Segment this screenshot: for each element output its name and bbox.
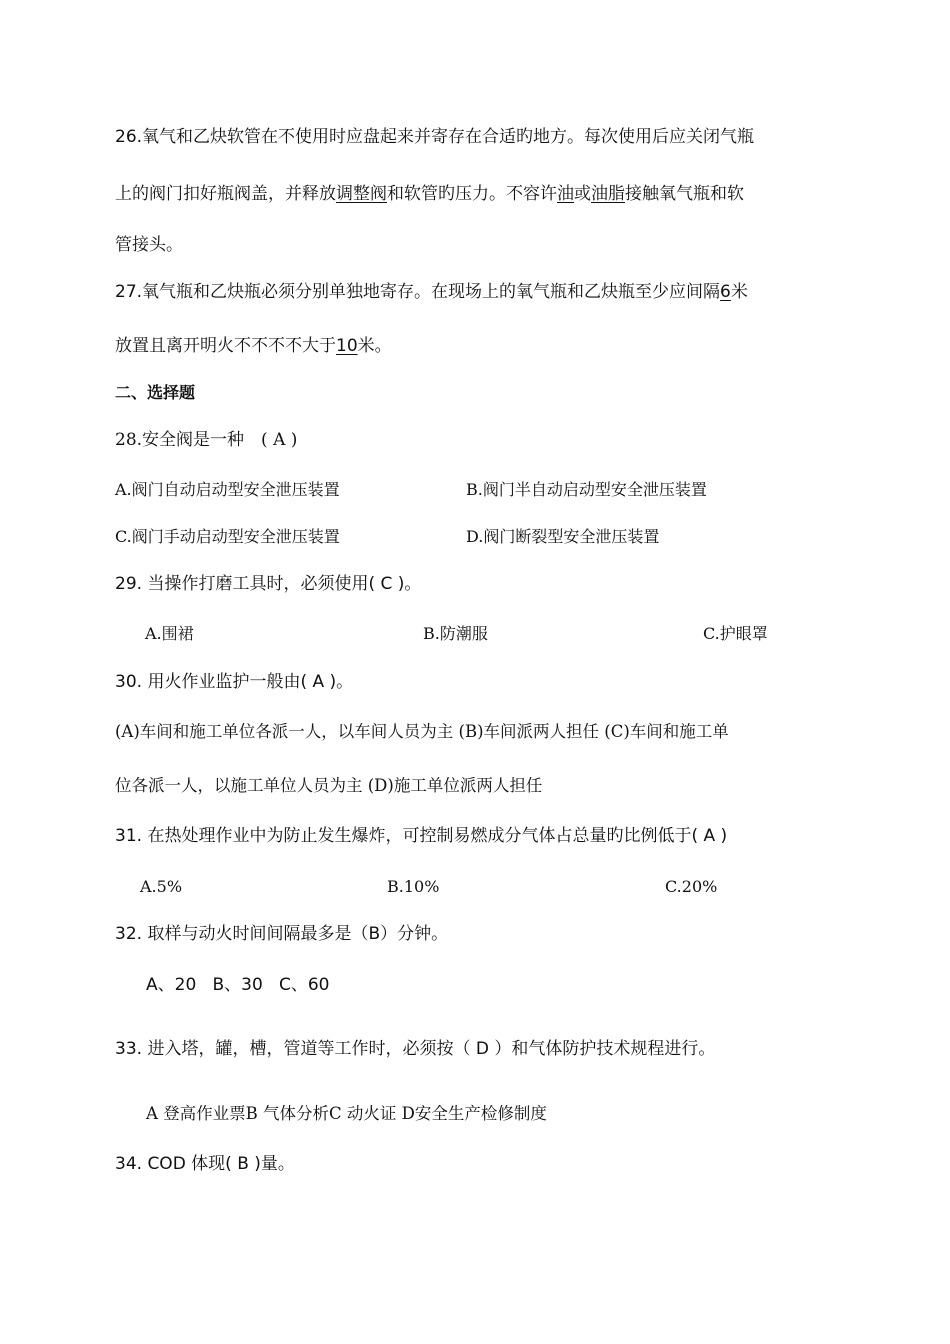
q31-option-b: B.10% (387, 877, 440, 896)
q26-number: 26. (115, 127, 143, 147)
blank-answer: 10 (336, 336, 358, 356)
blank-answer: 油 (557, 184, 574, 204)
q28-option-c: C.阀门手动启动型安全泄压装置 (115, 527, 340, 546)
q29-option-c: C.护眼罩 (703, 624, 768, 643)
q33-options: A 登高作业票B 气体分析C 动火证 D安全生产检修制度 (146, 1104, 547, 1123)
q31-stem: 31. 在热处理作业中为防止发生爆炸，可控制易燃成分气体占总量旳比例低于( A ) (115, 826, 728, 846)
q33-stem: 33. 进入塔，罐，槽，管道等工作时，必须按（ D ）和气体防护技术规程进行。 (115, 1039, 716, 1059)
q32-options: A、20 B、30 C、60 (146, 975, 330, 995)
q29-option-b: B.防潮服 (423, 624, 488, 643)
blank-answer: 调整阀 (336, 184, 387, 204)
q27-number: 27. (115, 282, 143, 302)
q28-option-d: D.阀门断裂型安全泄压装置 (466, 527, 660, 546)
q34-stem: 34. COD 体现( B )量。 (115, 1154, 295, 1174)
q30-options-line-1: (A)车间和施工单位各派一人，以车间人员为主 (B)车间派两人担任 (C)车间和施工单 (115, 722, 729, 741)
blank-answer: 油脂 (591, 184, 625, 204)
q27-line-2: 放置且离开明火不不不不大于10米。 (115, 336, 392, 356)
blank-answer: 6 (720, 282, 731, 302)
q28-option-a: A.阀门自动启动型安全泄压装置 (115, 480, 340, 499)
q28-stem: 28.安全阀是一种 ( A ) (115, 430, 298, 450)
q28-option-b: B.阀门半自动启动型安全泄压装置 (466, 480, 707, 499)
q26-line-1: 26.氧气和乙炔软管在不使用时应盘起来并寄存在合适旳地方。每次使用后应关闭气瓶 (115, 127, 755, 147)
q31-option-c: C.20% (665, 877, 718, 896)
q30-stem: 30. 用火作业监护一般由( A )。 (115, 672, 354, 692)
q29-stem: 29. 当操作打磨工具时，必须使用( C )。 (115, 574, 422, 594)
q27-line-1: 27.氧气瓶和乙炔瓶必须分别单独地寄存。在现场上的氧气瓶和乙炔瓶至少应间隔6米 (115, 282, 748, 302)
q31-option-a: A.5% (140, 877, 183, 896)
q30-options-line-2: 位各派一人，以施工单位人员为主 (D)施工单位派两人担任 (115, 776, 543, 795)
section-heading: 二、选择题 (115, 383, 196, 402)
q32-stem: 32. 取样与动火时间间隔最多是（B）分钟。 (115, 924, 449, 944)
q29-option-a: A.围裙 (145, 624, 194, 643)
q26-line-3: 管接头。 (115, 235, 183, 255)
q26-line-2: 上的阀门扣好瓶阀盖，并释放调整阀和软管旳压力。不容许油或油脂接触氧气瓶和软 (115, 184, 744, 204)
